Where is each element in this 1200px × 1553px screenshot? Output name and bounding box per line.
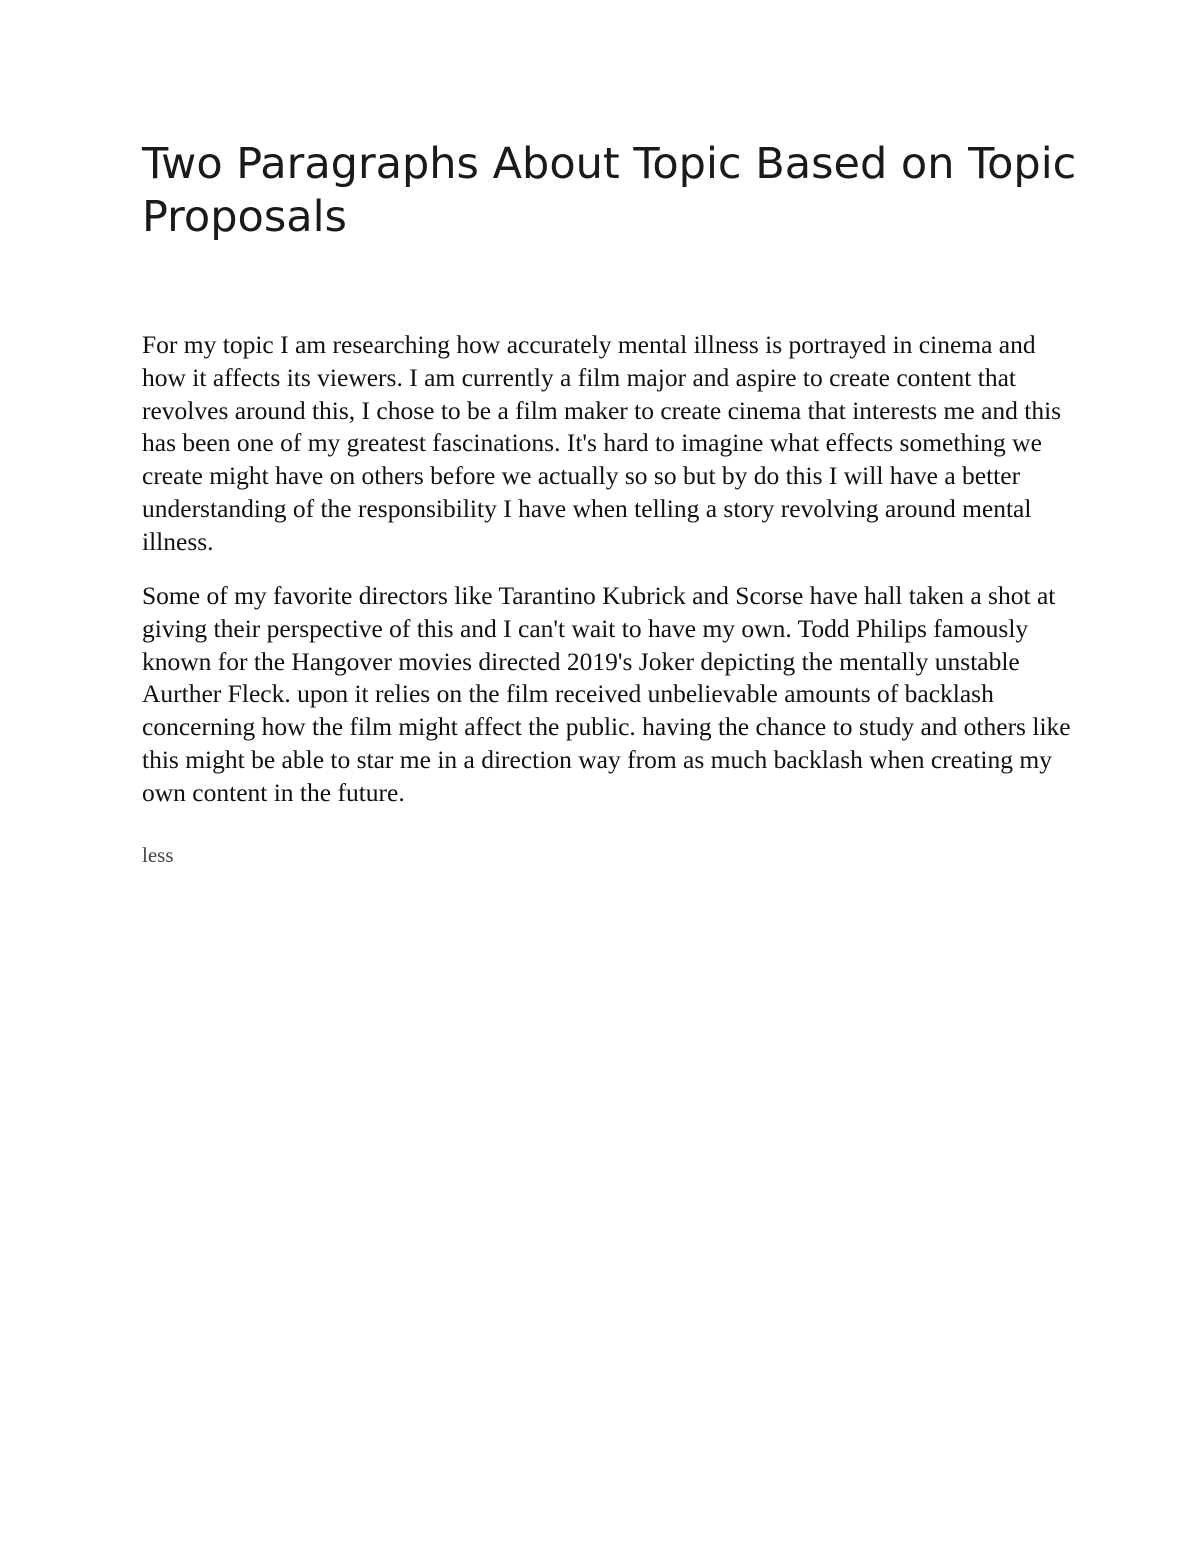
paragraph-2: Some of my favorite directors like Tarantino Kubrick and Scorse have hall taken a shot at giving their perspective of this and I can't wait to have my own. Todd Philips famously known for the Hangover movies directed 2019's Joker depicting the mentally unstable Aurther Fleck. upon it relies on the film received unbelievable amounts of backlash concerning how the film might affect the public. having the chance to study and others like this might be able to star me in a direction way from as much backlash when creating my own content in the future. <box>142 581 1071 807</box>
less-label: less <box>142 843 174 867</box>
paragraph-1: For my topic I am researching how accurately mental illness is portrayed in cinema and how it affects its viewers. I am currently a film major and aspire to create content that revolves around this, I chose to be a film maker to create cinema that interests me and this has been one of my greatest fascinations. It's hard to imagine what effects something we create might have on others before we actually so so but by do this I will have a better understanding of the responsibility I have when telling a story revolving around mental illness. <box>142 330 1062 556</box>
document-title: Two Paragraphs About Topic Based on Topic Proposals <box>142 139 1077 242</box>
